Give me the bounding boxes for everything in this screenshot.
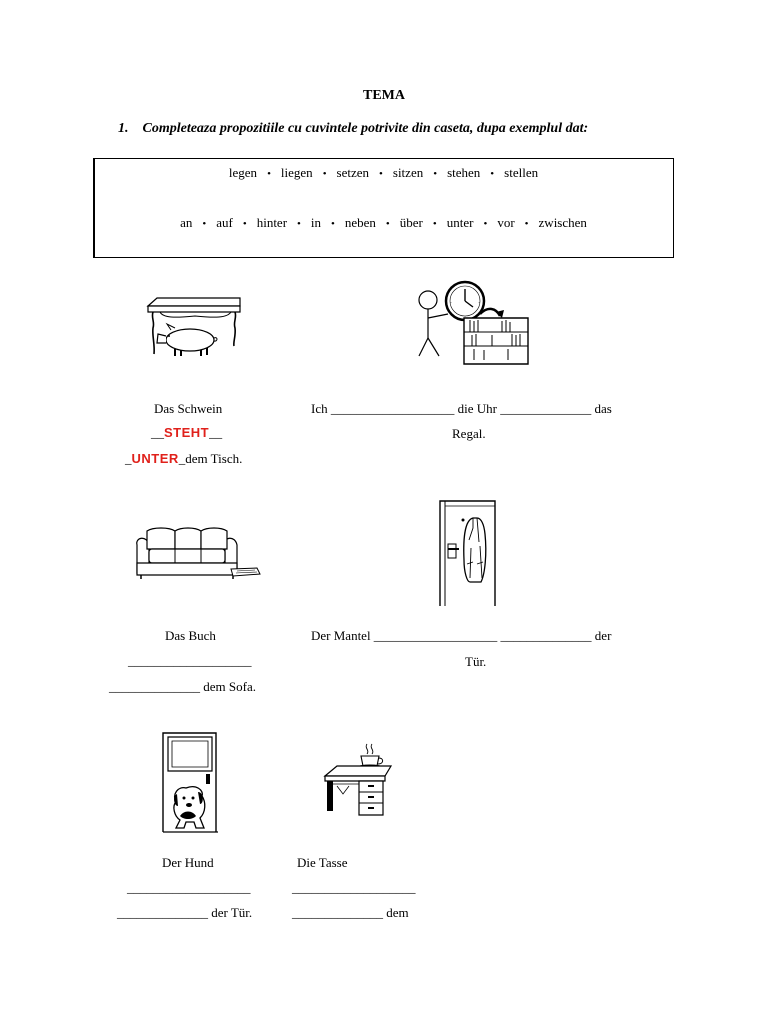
dog-blank-verb: ___________________ — [127, 880, 251, 895]
sofa-book-illustration — [133, 525, 263, 580]
separator-bullet: • — [432, 218, 437, 230]
verb-option: stehen — [447, 165, 481, 180]
instruction-text: Completeaza propozitiile cu cuvintele potrivite din caseta, dupa exemplul dat: — [142, 121, 589, 136]
book-sentence-start: Das Buch — [165, 628, 216, 643]
cup-blank-preposition: ______________ dem — [292, 905, 409, 920]
separator-bullet: • — [483, 218, 488, 230]
svg-text:.: . — [450, 299, 452, 305]
dog-sentence-start: Der Hund — [162, 855, 214, 870]
instruction — [118, 121, 588, 137]
separator-bullet: • — [379, 168, 383, 180]
blank-suffix: __ — [209, 425, 223, 440]
verb-option: sitzen — [392, 165, 424, 180]
separator-bullet: • — [385, 218, 390, 230]
preposition-list — [93, 215, 674, 231]
preposition-option: unter — [446, 215, 474, 230]
separator-bullet: • — [297, 218, 301, 230]
table-pig-illustration — [145, 296, 245, 361]
separator-bullet: • — [524, 218, 529, 230]
sentence-end: _dem Tisch. — [178, 451, 243, 466]
preposition-option: neben — [344, 215, 376, 230]
verb-option: stellen — [504, 165, 539, 180]
door-dog-illustration — [160, 730, 222, 835]
book-blank-verb: ___________________ — [128, 653, 252, 668]
verb-option: liegen — [280, 165, 313, 180]
clock-sentence: Ich ___________________ die Uhr ______________ das — [311, 401, 612, 416]
pig-sentence-start: Das Schwein — [154, 401, 223, 416]
verb-option: legen — [228, 165, 258, 180]
preposition-option: auf — [216, 215, 233, 230]
verb-option: setzen — [336, 165, 370, 180]
separator-bullet: • — [242, 218, 247, 230]
preposition-option: hinter — [256, 215, 288, 230]
instruction-number: 1. — [118, 121, 129, 136]
coat-sentence-end: Tür. — [465, 654, 487, 669]
cup-blank-verb: ___________________ — [292, 880, 416, 895]
blank-prefix: __ — [151, 425, 164, 440]
book-blank-preposition: ______________ dem Sofa. — [109, 679, 256, 694]
pig-answer-preposition — [125, 451, 242, 467]
separator-bullet: • — [322, 168, 327, 180]
answer-unter: UNTER — [131, 451, 179, 466]
clock-shelf-illustration — [412, 280, 532, 365]
coat-sentence: Der Mantel ___________________ ______________ der — [311, 628, 612, 643]
separator-bullet: • — [490, 168, 495, 180]
svg-text:.: . — [464, 313, 466, 319]
separator-bullet: • — [433, 168, 438, 180]
preposition-option: vor — [497, 215, 515, 230]
clock-sentence-end: Regal. — [452, 426, 486, 441]
preposition-option: an — [180, 215, 193, 230]
page-title: TEMA — [363, 88, 405, 103]
svg-text:.: . — [464, 286, 466, 292]
separator-bullet: • — [331, 218, 335, 230]
preposition-option: in — [310, 215, 322, 230]
preposition-option: zwischen — [538, 215, 587, 230]
pig-answer-verb — [151, 425, 222, 441]
door-coat-illustration — [437, 498, 499, 608]
svg-text:.: . — [478, 299, 480, 305]
separator-bullet: • — [267, 168, 271, 180]
dog-blank-preposition: ______________ der Tür. — [117, 905, 253, 920]
separator-bullet: • — [202, 218, 207, 230]
answer-steht: STEHT — [164, 425, 210, 440]
blank-prefix: _ — [125, 451, 132, 466]
cup-sentence-start: Die Tasse — [297, 855, 348, 870]
preposition-option: über — [399, 215, 423, 230]
desk-cup-illustration — [323, 742, 393, 817]
verb-list — [93, 165, 674, 181]
